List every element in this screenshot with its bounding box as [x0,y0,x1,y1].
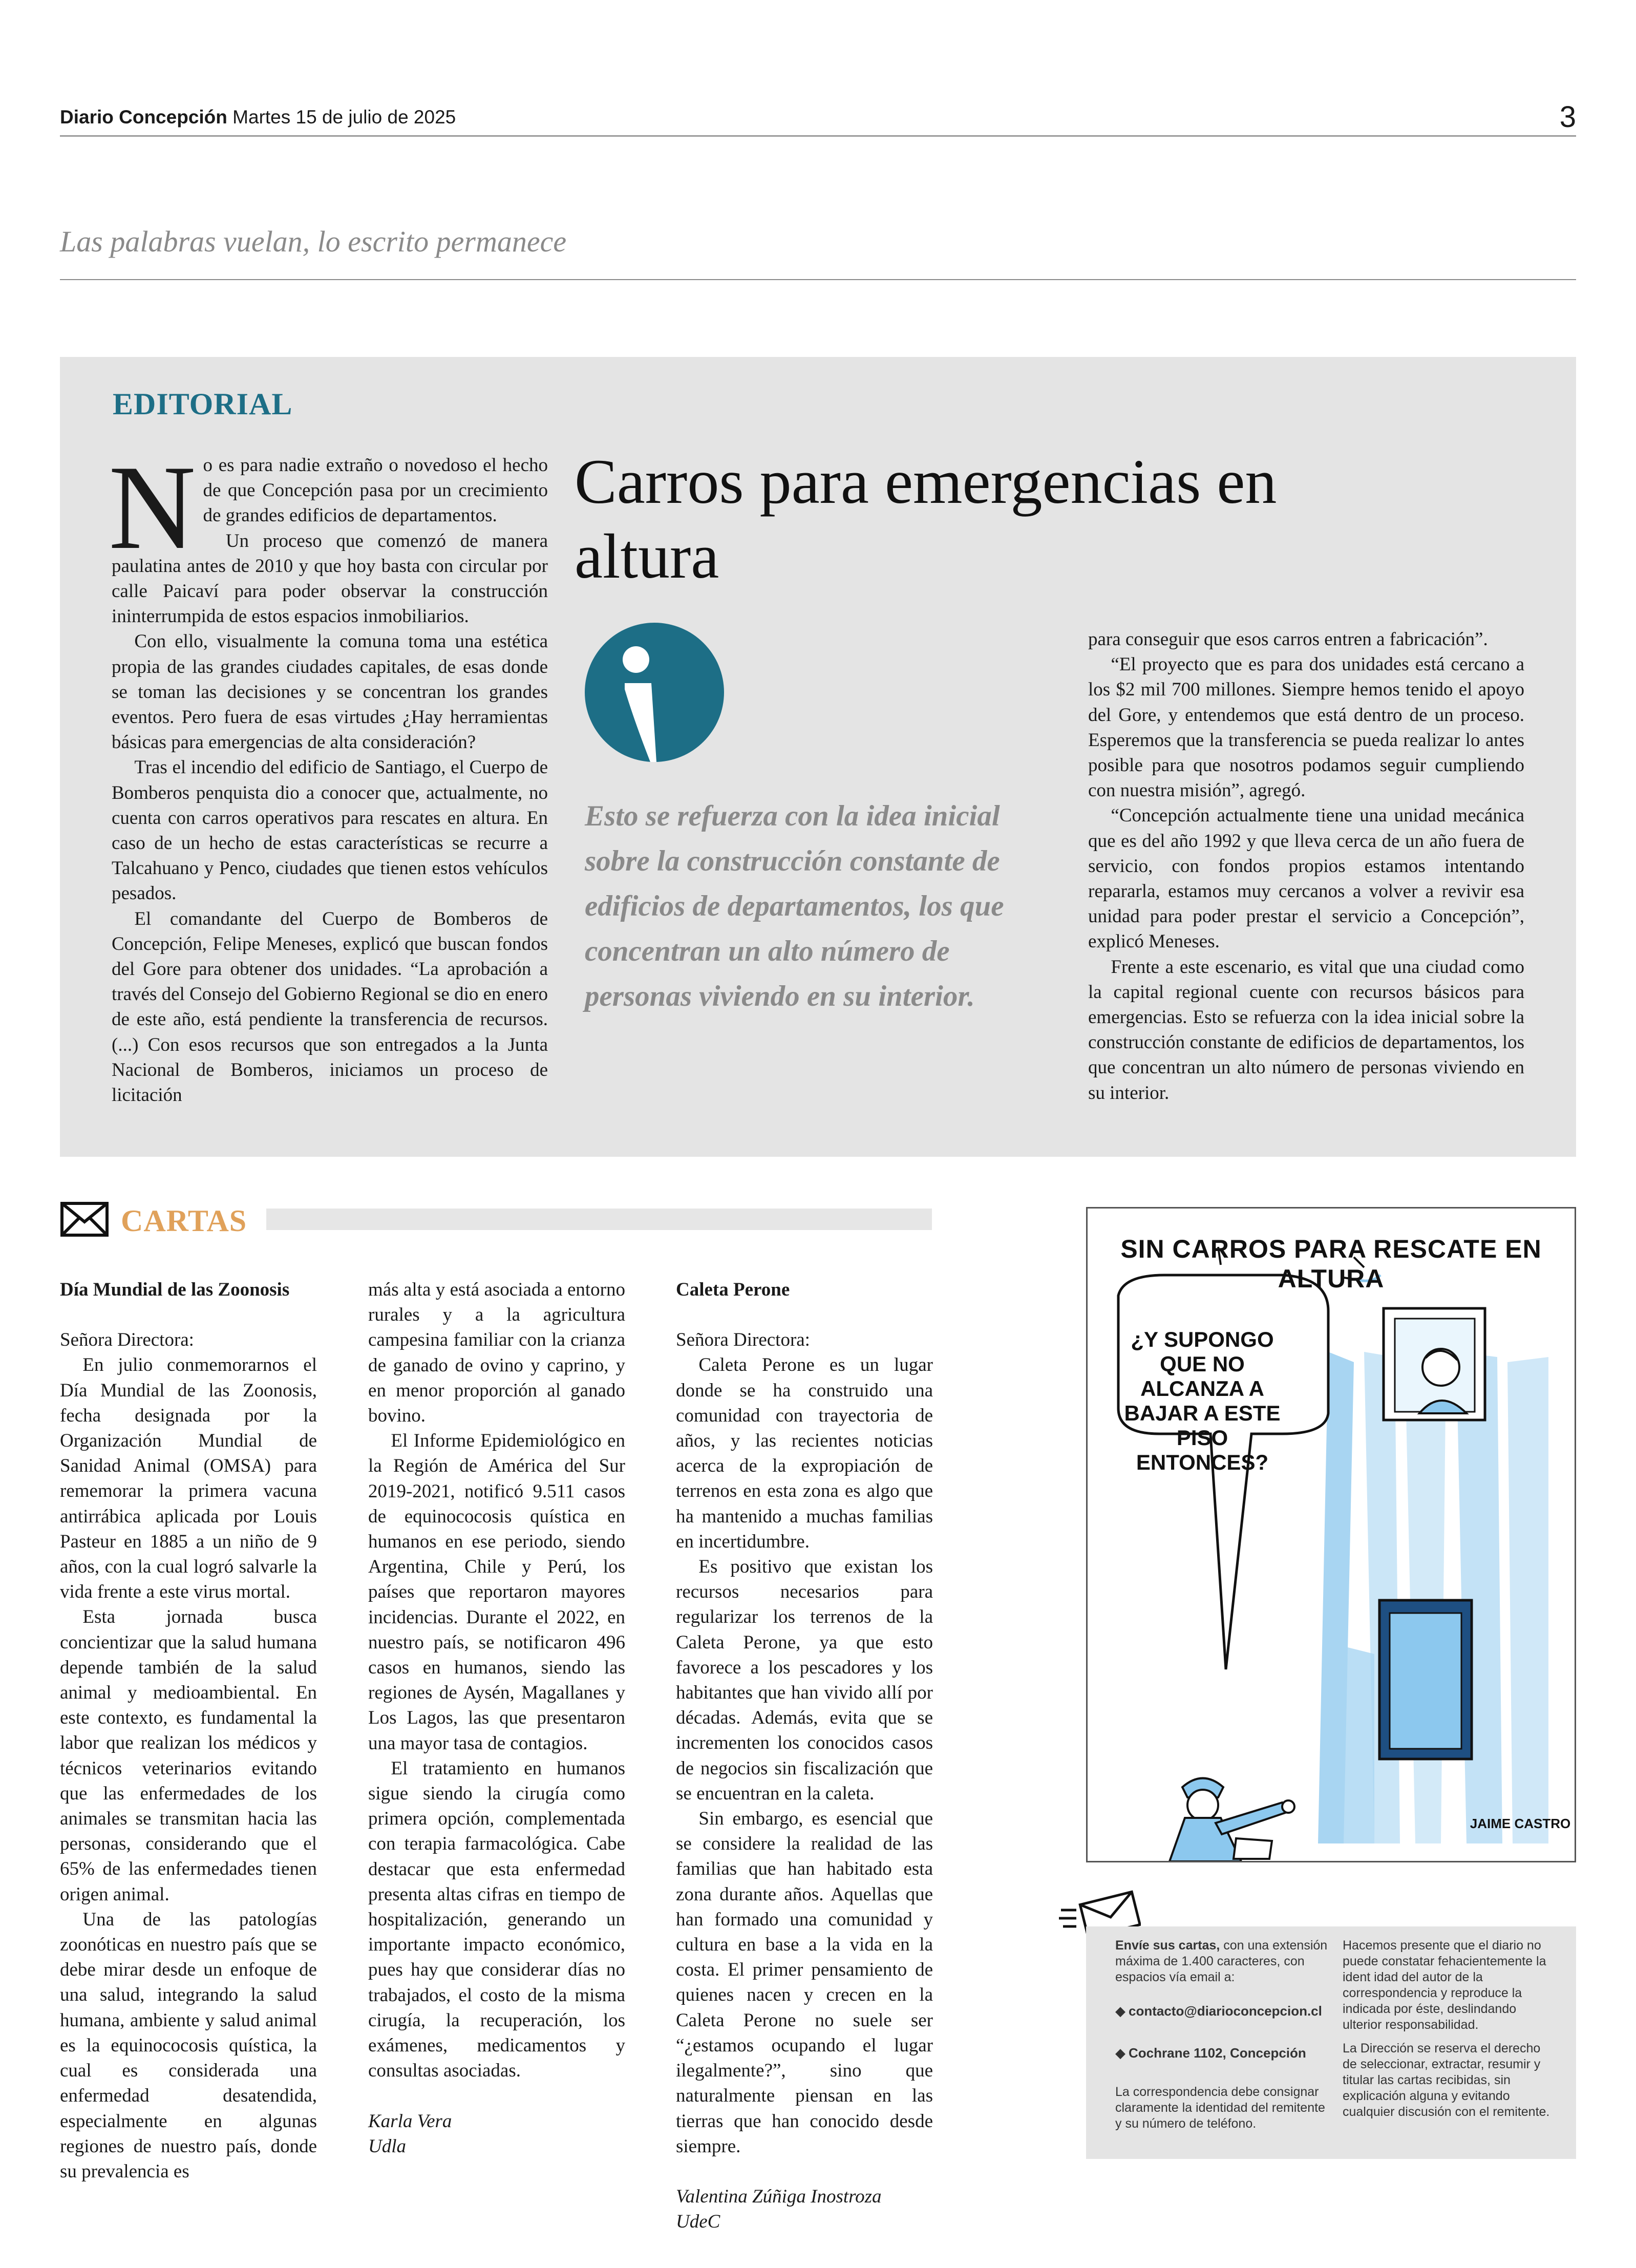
postal-address: ◆ Cochrane 1102, Concepción [1115,2045,1306,2061]
editorial-column-3 [1088,627,1524,1106]
letter-paragraph: El tratamiento en humanos sigue siendo la cirugía como primera opción, complementada con terapia farmacológica. Cabe destacar que esta enfermedad presenta altas cifras en tiempo de hospitalización, generando un importante impacto económico, pues hay que considerar días no trabajados, el costo de la misma cirugía, la recuperación, los exámenes, medicamentos y consultas asociadas. [368,1757,625,2082]
diamond-icon: ◆ [1115,2003,1125,2019]
letter-author: Karla Vera [368,2110,452,2132]
letter-paragraph: Esta jornada busca concientizar que la salud humana depende también de la salud animal y medioambiental. En este contexto, es fundamental la labor que realizan los médicos y técnicos veterinarios evitando que las enfermedades de los animales se transmitan hacia las personas, considerando que el 65% de las enfermedades tienen origen animal. [60,1606,317,1905]
letter-paragraph: más alta y está asociada a entorno rurales y a la agricultura campesina familiar con la crianza de ganado de ovino y caprino, y en menor proporción al ganado bovino. [368,1279,625,1427]
letter-paragraph: Caleta Perone es un lugar donde se ha construido una comunidad con trayectoria de años, y las recientes noticias acerca de la expropiación de terrenos en esta zona es algo que ha mantenido a muchas familias en incertidumbre. [676,1354,933,1552]
editorial-paragraph: Tras el incendio del edificio de Santiago, el Cuerpo de Bomberos penquista dio a conocer que, actualmente, no cuenta con carros operativos para rescates en altura. En caso de un hecho de estas características se recurre a Talcahuano y Penco, ciudades que tienen estos vehículos pesados. [112,757,548,904]
page-number: 3 [1559,100,1576,134]
letter-zoonosis-column-b [368,1277,625,2159]
letter-author: Valentina Zúñiga Inostroza [676,2186,882,2207]
cartoonist-signature: JAIME CASTRO [1470,1816,1571,1831]
cartas-label: CARTAS [121,1204,247,1238]
info-icon [585,623,724,762]
section-motto: Las palabras vuelan, lo escrito permanece [60,225,567,258]
editorial-paragraph: para conseguir que esos carros entren a fabricación”. [1088,629,1488,650]
cartoon-speech-bubble: ¿Y SUPONGO QUE NO ALCANZA A BAJAR A ESTE PISO ENTONCES? [1124,1327,1281,1474]
letter-paragraph: En julio conmemorarnos el Día Mundial de las Zoonosis, fecha designada por la Organización Mundial de Sanidad Animal (OMSA) para rememorar la primera vacuna antirrábica aplicada por Louis Pasteur en 1885 a un niño de 9 años, con la cual logró salvarle la vida frente a este virus mortal. [60,1354,317,1603]
letter-affiliation: UdeC [676,2211,720,2233]
letter-caleta-perone [676,1277,933,2234]
disclaimer-editing: La Dirección se reserva el derecho de seleccionar, extractar, resumir y titular las cartas recibidas, sin explicación alguna y evitando cualquier discusión con el remitente. [1343,2041,1550,2119]
editorial-paragraph: No es para nadie extraño o novedoso el hecho de que Concepción pasa por un crecimiento de grandes edificios de departamentos. [109,441,548,575]
envelope-icon [60,1201,109,1237]
contact-email[interactable]: ◆ contacto@diarioconcepcion.cl [1115,2003,1322,2019]
editorial-paragraph: El comandante del Cuerpo de Bomberos de Concepción, Felipe Meneses, explicó que buscan fondos del Gore para obtener dos unidades. “La aprobación a través del Consejo del Gobierno Regional se dio en enero de este año, está pendiente la transferencia de recursos. (...) Con esos recursos que son entregados a la Junta Nacional de Bomberos, iniciamos un proceso de licitación [112,908,548,1106]
submission-instructions [1115,1938,1330,1985]
letter-title: Caleta Perone [676,1279,790,1300]
submission-lead: Envíe sus cartas, [1115,1938,1220,1953]
letter-salutation: Señora Directora: [60,1329,194,1351]
letter-paragraph: Sin embargo, es esencial que se considere la realidad de las familias que han habitado esta zona durante años. Aquellas que han formado una comunidad y cultura en base a la vida en la costa. El primer pensamiento de quienes nacen y crecen en la Caleta Perone no suele ser “¿estamos ocupando el lugar ilegalmente?”, sino que naturalmente piensan en las tierras que han conocido desde siempre. [676,1808,933,2157]
letter-zoonosis-column-a [60,1277,317,2184]
editorial-paragraph: Frente a este escenario, es vital que una ciudad como la capital regional cuente con recursos básicos para emergencias. Esto se refuerza con la idea inicial sobre la construcción constante de edificios de departamentos, los que concentran un alto número de personas viviendo en su interior. [1088,956,1524,1104]
letter-paragraph: Es positivo que existan los recursos necesarios para regularizar los terrenos de la Caleta Perone, ya que esto favorece a los pescadores y los habitantes que han vivido allí por décadas. Además, evita que se incrementen los conocidos casos de negocios sin fiscalización que se encuentran en la caleta. [676,1556,933,1804]
editorial-column-1 [109,441,548,1108]
letter-salutation: Señora Directora: [676,1329,810,1351]
submission-details: con una extensión máxima de 1.400 caracteres, con espacios vía email a: [1115,1938,1328,1984]
motto-rule [60,279,1576,280]
diamond-icon: ◆ [1115,2045,1125,2061]
issue-date: Martes 15 de julio de 2025 [232,107,456,128]
cartoon-title: SIN CARROS PARA RESCATE EN ALTURA [1120,1235,1542,1293]
disclaimer-authorship: Hacemos presente que el diario no puede constatar fehacientemente la ident idad del autor de la correspondencia y reproduce la indicada por éste, deslindando ulterior responsabilidad. [1343,1938,1546,2032]
letter-affiliation: Udla [368,2135,406,2157]
editorial-paragraph: Con ello, visualmente la comuna toma una estética propia de las grandes ciudades capitales, de esas donde se toman las decisiones y se concentran los grandes eventos. Pero fuera de esas virtudes ¿Hay herramientas básicas para emergencias de alta consideración? [112,631,548,753]
editorial-paragraph: “El proyecto que es para dos unidades está cercano a los $2 mil 700 millones. Siempre hemos tenido el apoyo del Gore, y entendemos que está dentro de un proceso. Esperemos que la transferencia se pueda realizar lo antes posible para que nosotros podamos seguir cumpliendo con nuestra misión”, agregó. [1088,654,1524,801]
editorial-headline: Carros para emergencias en altura [575,447,1277,591]
editorial-paragraph: “Concepción actualmente tiene una unidad mecánica que es del año 1992 y que lleva cerca de un año fuera de servicio, con fondos propios estamos intentando repararla, estamos muy cercanos a volver a revivir esa unidad para poder prestar el servicio a Concepción”, explicó Meneses. [1088,805,1524,952]
cartoon-panel [1086,1207,1576,1862]
letter-title: Día Mundial de las Zoonosis [60,1279,290,1300]
cartas-bar [266,1209,932,1230]
paper-name: Diario Concepción [60,107,227,128]
drop-cap: N [109,441,196,575]
masthead [60,107,456,128]
identity-note: La correspondencia debe consignar claramente la identidad del remitente y su número de teléfono. [1115,2085,1325,2131]
editorial-pullquote: Esto se refuerza con la idea inicial sobre la construcción constante de edificios de departamentos, los que concentran un alto número de personas viviendo en su interior. [585,800,1004,1012]
letter-paragraph: Una de las patologías zoonóticas en nuestro país que se debe mirar desde un enfoque de una salud, integrando la salud humana, ambiente y salud animal es la equinococosis quística, la cual es considerada una enfermedad desatendida, especialmente en algunas regiones de nuestro país, donde su prevalencia es [60,1909,317,2182]
cartoon-drawing [1088,1209,1575,1861]
editorial-paragraph: Un proceso que comenzó de manera paulatina antes de 2010 y que hoy basta con circular por calle Paicaví para poder observar la construcción ininterrumpida de estos espacios inmobiliarios. [112,530,548,627]
editorial-label: EDITORIAL [113,387,293,421]
header-rule [60,135,1576,137]
letter-paragraph: El Informe Epidemiológico en la Región de América del Sur 2019-2021, notificó 9.511 casos de equinococosis quística en humanos en ese periodo, siendo Argentina, Chile y Perú, los países que reportaron mayores incidencias. Durante el 2022, en nuestro país, se notificaron 496 casos en humanos, siendo las regiones de Aysén, Magallanes y Los Lagos, las que presentaron una mayor tasa de contagios. [368,1430,625,1754]
